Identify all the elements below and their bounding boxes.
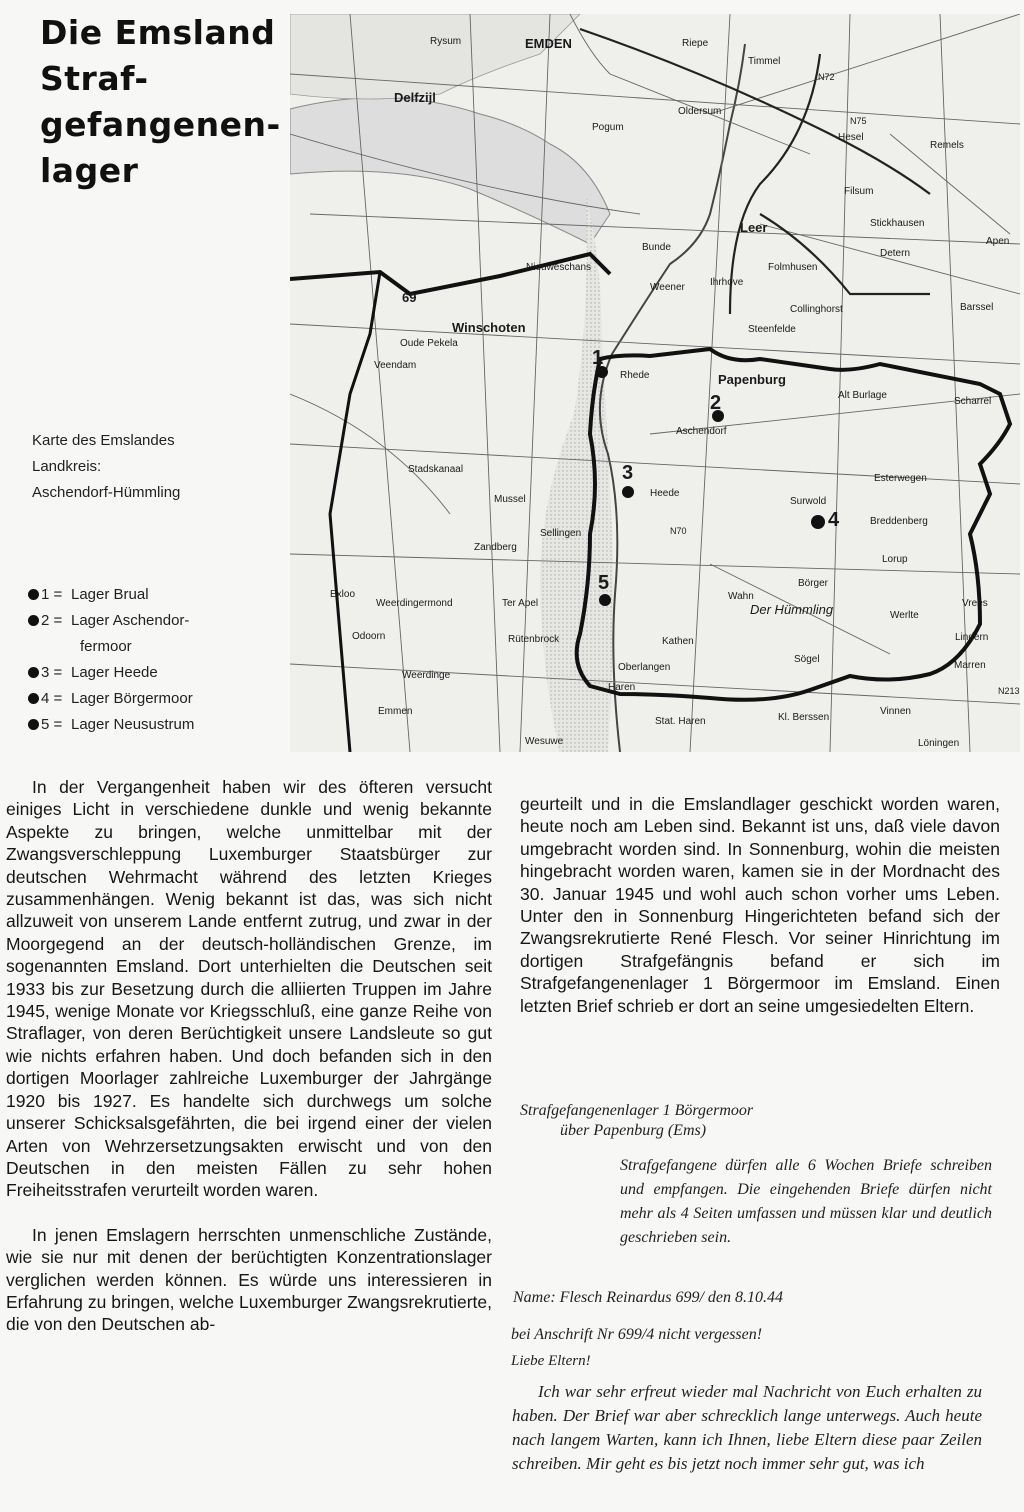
letter-rules: Strafgefangene dürfen alle 6 Wochen Briefe schreiben und empfangen. Die eingehenden Briefe dürfen nicht mehr als 4 Seiten umfassen und müssen klar und deutlich geschrieben sein. [620,1157,992,1246]
camp-1-number: 1 [592,347,604,369]
emsland-map [290,14,1020,752]
title-line-3: gefangenen- [40,105,281,144]
town-label: Oberlangen [618,662,671,673]
legend-item-continuation: fermoor [80,638,132,655]
letter-body: Ich war sehr erfreut wieder mal Nachricht von Euch erhalten zu haben. Der Brief war aber schrecklich lange unterwegs. Auch heute nach langem Warten, kann ich Ihnen, liebe Eltern diese paar Zeilen schreiben. Mir geht es bis jetzt noch immer sehr gut, was ich [512,1382,982,1473]
town-label: Timmel [748,56,781,67]
town-label: Delfzijl [394,90,436,105]
town-label: Haren [608,682,636,693]
town-label: Emmen [378,706,413,717]
town-label: Lorup [882,554,908,565]
town-label: Veendam [374,360,417,371]
letter-name-line: Name: Flesch Reinardus 699/ den 8.10.44 [513,1289,784,1306]
article-column-right [520,793,1000,1017]
letter-address-line-1: Strafgefangenenlager 1 Börgermoor [520,1102,754,1119]
town-label: Remels [930,140,964,151]
town-label: Lindern [955,632,989,643]
town-label: Nieuweschans [526,262,592,273]
camp-4-marker [811,515,825,529]
town-label: Scharrel [954,396,992,407]
camp-5-number: 5 [598,572,610,594]
town-label: Stickhausen [870,218,925,229]
caption-line-1: Karte des Emslandes [32,432,175,449]
letter-reference-line: bei Anschrift Nr 699/4 nicht vergessen! [511,1326,763,1343]
town-label: Kl. Berssen [778,712,830,723]
article-paragraph: In der Vergangenheit haben wir des öfteren versucht einiges Licht in verschiedene dunkle und wenig bekannte Aspekte zu bringen, welche unmittelbar mit der Zwangsverschleppung Luxemburger Staatsbürger zur deutschen Wehrmacht während des letzten Krieges zusammenhängen. Wenig bekannt ist das, was sich nicht allzuweit von unserem Lande entfernt zutrug, und zwar in der Moorgegend an der deutsch-holländischen Grenze, im sogenannten Emsland. Dort unterhielten die Deutschen seit 1933 bis zur Besetzung durch die alliierten Truppen im Jahre 1945, wenige Monate vor Kriegsschluß, eine ganze Reihe von Straflager, von deren Berüchtigkeit unsere Landsleute so gut wie nichts erfahren haben. Und doch befanden sich in den dortigen Moorlager zahlreiche Luxemburger der Jahrgänge 1920 bis 1927. Es handelte sich durchwegs um solche unserer Schicksalsgefährten, die bei irgend einer der vielen Arten von Wehrzersetzungsakten erwischt und von den Deutschen in den meisten Fällen zu sehr hohen Freiheitsstrafen verurteilt worden waren. [6,777,492,1201]
caption-line-3: Aschendorf-Hümmling [32,484,181,501]
border-line [290,254,610,294]
title-line-2: Straf- [40,59,149,98]
legend-label: Lager Börgermoor [71,690,193,707]
town-label: Leer [740,220,768,235]
town-label: Filsum [844,186,874,197]
border-line [330,272,380,752]
legend-item [28,660,288,686]
town-label: Barssel [960,302,994,313]
town-label: Weerdinge [402,670,451,681]
town-label: Kathen [662,636,694,647]
page-title [40,10,300,194]
article-paragraph: In jenen Emslagern herrschten unmenschliche Zustände, wie sie nur mit denen der berüchtigten Konzentrationslager verglichen werden können. Es würde uns interessieren in Erfahrung zu bringen, welche Luxemburger Zwangsrekrutierte, die von den Deutschen ab- [6,1224,492,1335]
town-label: Sögel [794,654,820,665]
town-label: Pogum [592,122,624,133]
town-label: Detern [880,248,911,259]
region-label: Der Hümmling [750,602,834,617]
road-label: N213 [998,686,1020,696]
town-label: Mussel [494,494,526,505]
legend-number: 5 = [41,716,63,733]
road-label: N70 [670,526,687,536]
camp-dot-icon [28,589,39,600]
title-line-4: lager [40,151,139,190]
legend-item [28,712,288,738]
moor-strip [540,194,613,752]
town-label: Breddenberg [870,516,928,527]
town-label: Collinghorst [790,304,843,315]
legend-item [28,582,288,608]
road-label: N72 [818,72,835,82]
legend-label: Lager Neusustrum [71,716,195,733]
camp-4-number: 4 [828,509,840,531]
town-label: Rysum [430,36,462,47]
town-label: Stat. Haren [655,716,706,727]
town-label: Steenfelde [748,324,796,335]
camp-dot-icon [28,615,39,626]
camp-2-number: 2 [710,392,722,414]
dollart-bay [290,98,610,244]
town-label: Zandberg [474,542,517,553]
town-label: Hesel [838,132,864,143]
town-label: Aschendorf [676,426,727,437]
town-label: Werlte [890,610,919,621]
town-label: Riepe [682,38,709,49]
town-label: Bunde [642,242,671,253]
letter-salutation: Liebe Eltern! [511,1353,591,1369]
district-boundary [577,349,1010,700]
town-label: Sellingen [540,528,582,539]
legend-item [28,608,288,634]
map-legend [28,582,288,738]
town-label: Heede [650,488,680,499]
town-label: Rhede [620,370,650,381]
camp-5-marker [599,594,611,606]
town-label: Löningen [918,738,960,749]
legend-number: 1 = [41,586,63,603]
caption-line-2: Landkreis: [32,458,102,475]
legend-number: 3 = [41,664,63,681]
camp-dot-icon [28,693,39,704]
town-label: Winschoten [452,320,526,335]
town-label: Stadskanaal [408,464,464,475]
camp-dot-icon [28,719,39,730]
legend-number: 2 = [41,612,63,629]
town-label: Folmhusen [768,262,818,273]
letter-address-line-2: über Papenburg (Ems) [560,1122,707,1139]
camp-3-marker [622,486,634,498]
town-label: Exloo [330,589,356,600]
road-label: N75 [850,116,867,126]
major-roads [580,29,930,314]
town-label: Papenburg [718,372,786,387]
article-column-left [6,776,492,1336]
town-label: Apen [986,236,1010,247]
town-label: Esterwegen [874,473,927,484]
title-line-1: Die Emsland [40,13,276,52]
town-label: Oldersum [678,106,722,117]
town-label: Rütenbrock [508,634,560,645]
article-paragraph: geurteilt und in die Emslandlager geschickt worden waren, heute noch am Leben sind. Bekannt ist uns, daß viele davon umgebracht worden sind. In Sonnenburg, wohin die meisten hingebracht worden waren, kamen sie in der Mordnacht des 30. Januar 1945 und wohl auch schon vorher ums Leben. Unter den in Sonnenburg Hingerichteten befand sich der Zwangsrekrutierte René Flesch. Vor seiner Hinrichtung im dortigen Strafgefängnis befand er sich im Strafgefangenenlager 1 Börgermoor im Emsland. Einen letzten Brief schrieb er dort an seine umgesiedelten Eltern. [520,794,1000,1016]
legend-label: Lager Aschendor- [71,612,190,629]
legend-label: Lager Brual [71,586,149,603]
town-label: EMDEN [525,36,572,51]
town-label: Wahn [728,591,754,602]
town-label: Oude Pekela [400,338,458,349]
town-label: Surwold [790,496,827,507]
legend-label: Lager Heede [71,664,158,681]
town-label: Börger [798,578,829,589]
town-label: Marren [954,660,986,671]
town-label: Alt Burlage [838,390,887,401]
town-label: Ihrhove [710,277,744,288]
map-svg [290,14,1020,752]
map-caption [32,428,272,506]
town-label: Vinnen [880,706,911,717]
road-label: 69 [402,290,417,305]
legend-number: 4 = [41,690,63,707]
town-label: Ter Apel [502,598,539,609]
town-label: Wesuwe [525,736,564,747]
legend-item [28,686,288,712]
town-label: Vrees [962,598,988,609]
camp-dot-icon [28,667,39,678]
camp-3-number: 3 [622,462,634,484]
town-label: Odoorn [352,631,386,642]
sea-area [290,14,580,99]
town-label: Weener [650,282,685,293]
town-label: Weerdingermond [376,598,453,609]
